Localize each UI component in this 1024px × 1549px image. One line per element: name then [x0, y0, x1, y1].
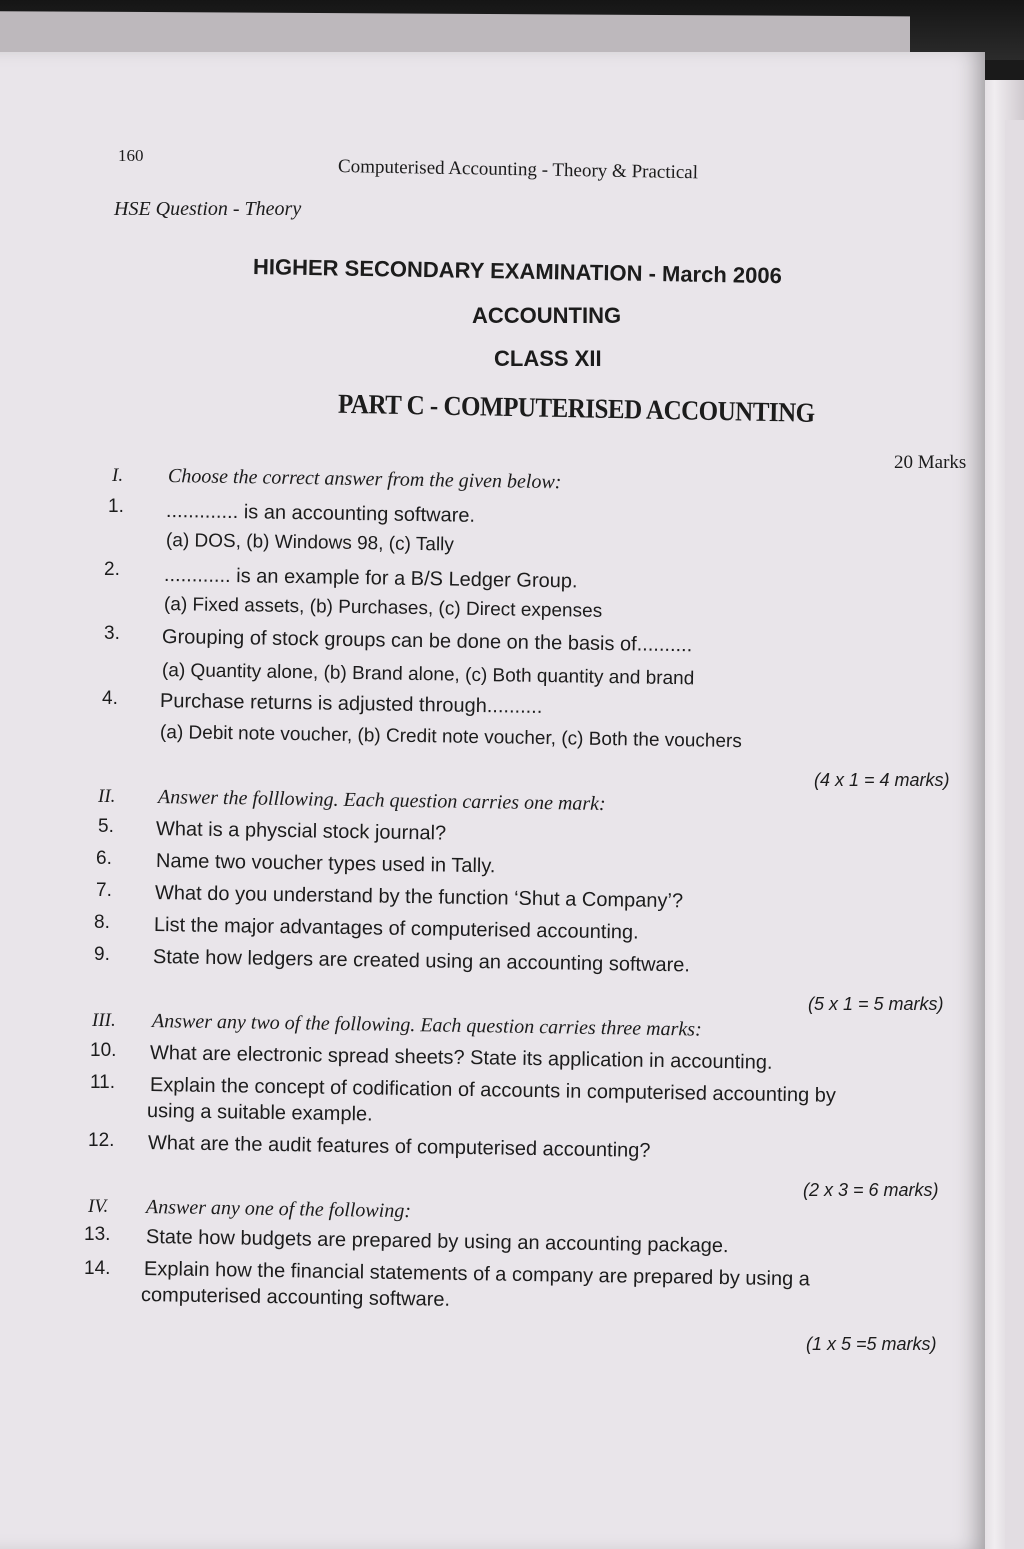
- question-text: What are electronic spread sheets? State its application in accounting.: [149, 1042, 773, 1074]
- question-text: Name two voucher types used in Tally.: [155, 850, 496, 878]
- section-label: HSE Question - Theory: [114, 198, 302, 220]
- question-options: (a) Quantity alone, (b) Brand alone, (c) Both quantity and brand: [161, 660, 695, 690]
- question-options: (a) DOS, (b) Windows 98, (c) Tally: [165, 530, 455, 556]
- question-number: 12.: [88, 1130, 115, 1151]
- question-number: 3.: [104, 623, 120, 644]
- question-text-continued: computerised accounting software.: [140, 1284, 451, 1311]
- question-number: 7.: [96, 880, 112, 901]
- section-marks: (5 x 1 = 5 marks): [808, 994, 944, 1014]
- section-marks: (2 x 3 = 6 marks): [803, 1180, 939, 1200]
- section-instruction: Answer any two of the following. Each question carries three marks:: [151, 1010, 702, 1041]
- running-title: Computerised Accounting - Theory & Practical: [337, 156, 699, 184]
- question-number: 2.: [104, 559, 120, 580]
- section-numeral: III.: [92, 1010, 116, 1031]
- page-stack-edge-inner: [1005, 120, 1024, 1549]
- question-text: What is a physcial stock journal?: [155, 818, 447, 845]
- question-number: 10.: [90, 1040, 117, 1061]
- section-marks: (4 x 1 = 4 marks): [814, 770, 950, 790]
- question-text: List the major advantages of computerised accounting.: [153, 914, 639, 944]
- class-title: CLASS XII: [494, 346, 602, 371]
- previous-page-edge: [0, 6, 910, 58]
- question-text: ............ is an example for a B/S Ledger Group.: [163, 564, 578, 593]
- question-number: 9.: [94, 944, 110, 965]
- question-text: Purchase returns is adjusted through..........: [159, 690, 543, 719]
- section-instruction: Choose the correct answer from the given below:: [167, 465, 562, 494]
- page-number: 160: [118, 146, 144, 165]
- question-text: State how ledgers are created using an accounting software.: [152, 946, 691, 977]
- part-title: PART C - COMPUTERISED ACCOUNTING: [337, 389, 815, 429]
- section-marks: (1 x 5 =5 marks): [806, 1334, 937, 1354]
- question-number: 14.: [84, 1258, 111, 1279]
- question-text: State how budgets are prepared by using an accounting package.: [145, 1226, 729, 1258]
- section-numeral: I.: [112, 465, 124, 486]
- section-numeral: IV.: [88, 1196, 109, 1217]
- question-text: ............. is an accounting software.: [165, 500, 476, 527]
- question-number: 11.: [90, 1072, 116, 1093]
- question-text: Explain how the financial statements of a company are prepared by using a: [143, 1258, 811, 1291]
- question-text-continued: using a suitable example.: [146, 1100, 373, 1126]
- section-numeral: II.: [98, 786, 116, 807]
- question-number: 13.: [84, 1224, 111, 1245]
- question-number: 6.: [96, 848, 112, 869]
- question-options: (a) Debit note voucher, (b) Credit note voucher, (c) Both the vouchers: [159, 722, 743, 753]
- section-instruction: Answer any one of the following:: [145, 1196, 412, 1223]
- question-number: 5.: [98, 816, 114, 837]
- question-number: 4.: [102, 688, 118, 709]
- exam-title: HIGHER SECONDARY EXAMINATION - March 2006: [252, 254, 783, 289]
- question-text: What are the audit features of computerised accounting?: [147, 1132, 651, 1162]
- total-marks: 20 Marks: [894, 452, 967, 473]
- question-text: Explain the concept of codification of accounts in computerised accounting by: [149, 1074, 837, 1107]
- scanner-background: [0, 0, 1024, 60]
- question-number: 8.: [94, 912, 110, 933]
- question-text: Grouping of stock groups can be done on the basis of..........: [161, 626, 693, 657]
- subject-title: ACCOUNTING: [472, 303, 622, 328]
- section-instruction: Answer the folllowing. Each question carries one mark:: [157, 786, 606, 816]
- question-number: 1.: [108, 496, 124, 517]
- question-text: What do you understand by the function ‘Shut a Company’?: [154, 882, 684, 913]
- question-options: (a) Fixed assets, (b) Purchases, (c) Direct expenses: [163, 594, 603, 622]
